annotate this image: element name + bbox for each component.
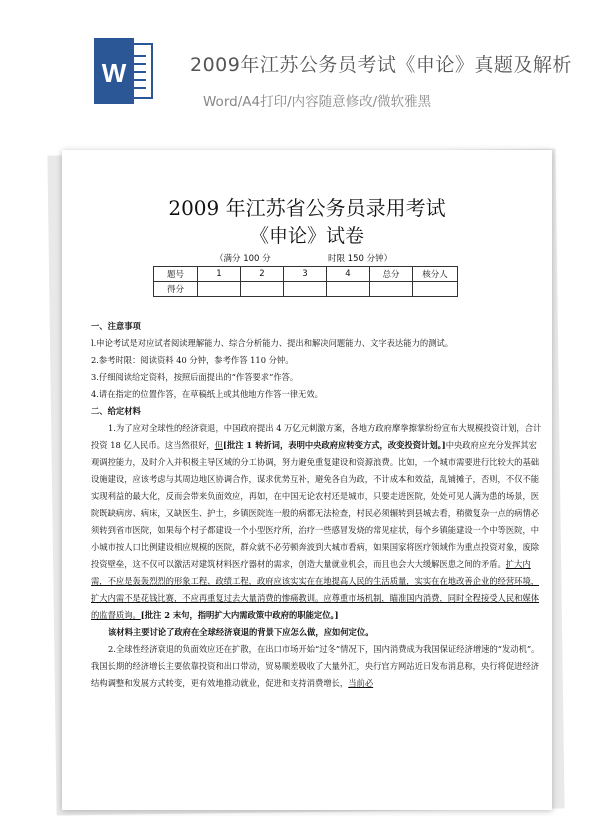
header [0,0,600,150]
note-item: l.申论考试是对应试者阅读理解能力、综合分析能力、提出和解决问题能力、文字表达能力的测试。 [91,338,454,348]
full-score: （满分 100 分 [215,254,271,264]
note-item: 4.请在指定的位置作答，在草稿纸上或其他地方作答一律无效。 [91,389,323,399]
section-heading: 一、注意事项 [91,321,141,331]
table-cell [413,282,458,297]
word-icon-letter: W [101,58,127,88]
table-cell: 总分 [370,267,413,282]
document-page [62,150,552,810]
material-text: 中央政府应充分发挥其宏观调控能力，及时介入并积极主导区域的分工协调，努力避免重复建设和资源浪费。比如，一个城市需要进行比较大的基础设施建设，应该考虑与其周边地区协调合作，谋求优势互补，避免各自为政，不计成本和效益，乱铺摊子，否则，不仅不能实现利益的最大化，反而会带来负面效应，再如，在中国无论农村还是城市，只要走进医院，处处可见人满为患的场景，医院既缺病房、病床，又缺医生、护士，乡镇医院连一般的病都无法检查，村民必须辗转到县城去看，稍微复杂一点的病情必须转到省市医院，如果每个村子都建设一个小型医疗所，治疗一些感冒发烧的常见症状，每个乡镇能建设一个中等医院，中小城市按人口比例建设相应规模的医院，群众就不必劳顿奔波到大城市看病，如果国家将医疗领域作为重点投资对象，废除投资壁垒，这不仅可以激活对建筑材料医疗器材的需求，创造大量就业机会，而且也会大大缓解医患之间的矛盾。 [91,440,540,569]
table-cell [370,282,413,297]
table-cell: 题号 [154,267,198,282]
underlined-text: 扩大内需，不应是轰轰烈烈的形象工程、政绩工程，政府应该实实在在地提高人民的生活质量，实实在在地改善企业的经营环境，扩大内需不是花钱比赛，不应再重复过去大量消费的惨痛教训。应尊重市场机制，瞄准国内消费，同时全程接受人民和媒体的监督质询。 [91,559,540,620]
table-cell [198,282,241,297]
fade-overlay [62,720,552,810]
table-cell: 核分人 [413,267,458,282]
page-title: 2009年江苏公务员考试《申论》真题及解析 [190,54,572,76]
table-cell [284,282,327,297]
annotation-comment: [批注 1 转折词，表明中央政府应转变方式，改变投资计划。] [223,440,446,450]
score-table [153,266,458,297]
material-paragraph [91,420,543,624]
table-cell: 3 [284,267,327,282]
table-cell: 1 [198,267,241,282]
table-cell [327,282,370,297]
table-cell: 4 [327,267,370,282]
page-subtitle: Word/A4打印/内容随意修改/微软雅黑 [203,94,432,110]
underlined-text: 当前必 [348,678,374,688]
table-cell: 2 [241,267,284,282]
annotation-comment: [批注 2 末句，指明扩大内需政策中政府的职能定位。] [140,610,339,620]
word-icon [92,36,154,106]
table-row [154,267,458,282]
material-text: 2.全球性经济衰退的负面效应还在扩散，在出口市场开始“过冬”情况下，国内消费成为我国保证经济增速的“发动机”。我国长期的经济增长主要依靠投资和出口带动，贸易顺差吸收了大量外汇，央行官方网站近日发布消息称，央行将促进经济结构调整和发展方式转变，更有效地推动就业，促进和支持消费增长， [91,644,540,688]
doc-title: 2009 年江苏省公务员录用考试 [168,196,446,220]
material-paragraph [91,641,543,692]
table-cell [241,282,284,297]
note-item: 2.参考时限：阅读资料 40 分钟，参考作答 110 分钟。 [91,355,294,365]
document-body [91,318,543,692]
material-summary: 该材料主要讨论了政府在全球经济衰退的背景下应怎么做，应如何定位。 [108,627,374,637]
note-item: 3.仔细阅读给定资料，按照后面提出的“作答要求”作答。 [91,372,299,382]
material-text: 但 [214,440,224,450]
material-text: 1.为了应对全球性的经济衰退，中国政府提出 4 万亿元刺激方案，各地方政府摩拳擦掌纷纷宣布大规模投资计划，合计投资 18 亿人民币。这当然很好， [91,423,542,450]
time-limit: 时限 150 分钟） [328,254,393,264]
table-cell: 得分 [154,282,198,297]
table-row [154,282,458,297]
section-heading: 二、给定材料 [91,406,141,416]
doc-subtitle: 《申论》试卷 [249,225,364,247]
